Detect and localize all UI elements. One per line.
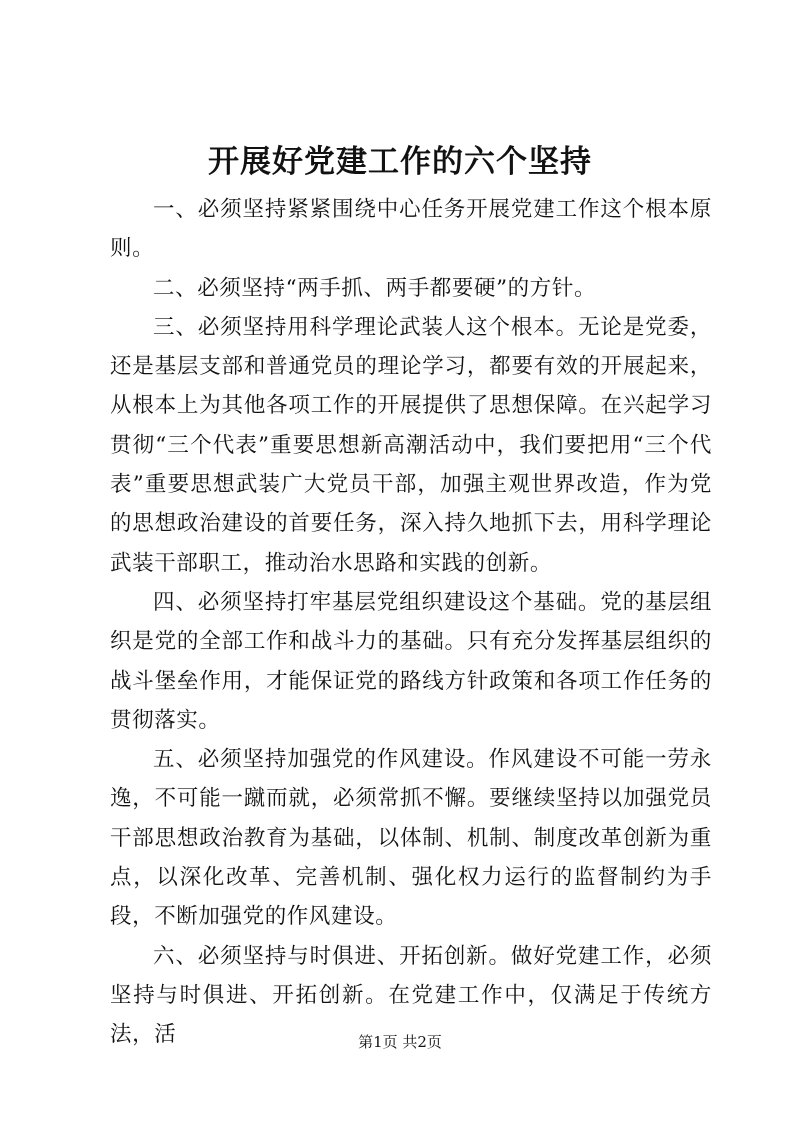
paragraph-1: 一、必须坚持紧紧围绕中心任务开展党建工作这个根本原则。 xyxy=(110,197,712,262)
paragraph-4: 四、必须坚持打牢基层党组织建设这个基础。党的基层组织是党的全部工作和战斗力的基础。只有充分发挥基层组织的战斗堡垒作用，才能保证党的路线方针政策和各项工作任务的贯彻落实。 xyxy=(110,589,712,733)
document-title: 开展好党建工作的六个坚持 xyxy=(208,144,592,180)
page-number-footer: 第1页 共2页 xyxy=(358,1033,442,1051)
paragraph-6: 六、必须坚持与时俱进、开拓创新。做好党建工作，必须坚持与时俱进、开拓创新。在党建工作中，仅满足于传统方法，活 xyxy=(110,943,712,1048)
paragraph-3: 三、必须坚持用科学理论武装人这个根本。无论是党委，还是基层支部和普通党员的理论学习，都要有效的开展起来，从根本上为其他各项工作的开展提供了思想保障。在兴起学习贯彻“三个代表”重要思想新高潮活动中，我们要把用“三个代表”重要思想武装广大党员干部，加强主观世界改造，作为党的思想政治建设的首要任务，深入持久地抓下去，用科学理论武装干部职工，推动治水思路和实践的创新。 xyxy=(110,314,712,576)
paragraph-2: 二、必须坚持“两手抓、两手都要硬”的方针。 xyxy=(153,275,597,301)
paragraph-5: 五、必须坚持加强党的作风建设。作风建设不可能一劳永逸，不可能一蹴而就，必须常抓不懈。要继续坚持以加强党员干部思想政治教育为基础，以体制、机制、制度改革创新为重点，以深化改革、完善机制、强化权力运行的监督制约为手段，不断加强党的作风建设。 xyxy=(110,747,712,930)
document-body xyxy=(110,190,712,1055)
